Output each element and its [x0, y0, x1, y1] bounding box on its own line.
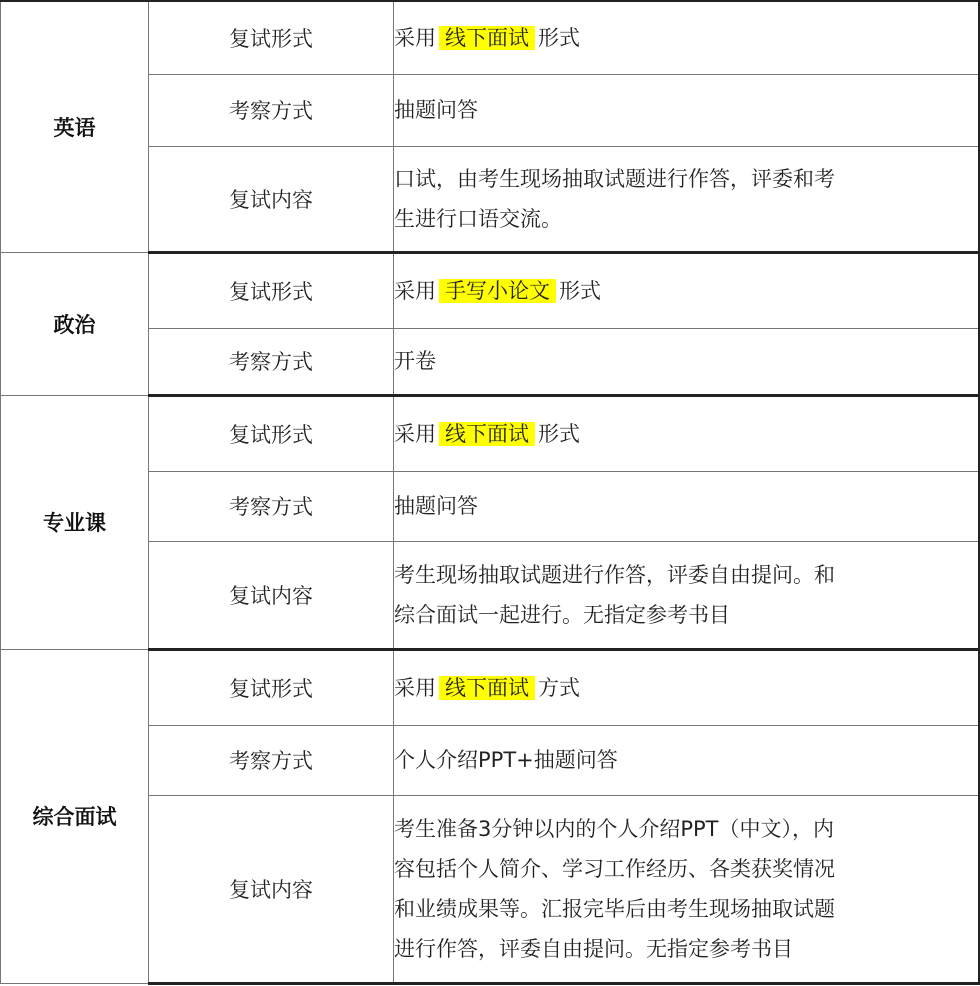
row-content [394, 1, 979, 74]
row-content: 考生现场抽取试题进行作答，评委自由提问。和 综合面试一起进行。无指定参考书目 [394, 541, 979, 649]
table-row [1, 395, 979, 471]
row-label: 复试形式 [149, 252, 394, 328]
highlighted-text: 线下面试 [439, 26, 535, 50]
row-label: 考察方式 [149, 328, 394, 395]
content-prefix: 采用 [394, 675, 436, 700]
row-content: 口试，由考生现场抽取试题进行作答，评委和考 生进行口语交流。 [394, 146, 979, 252]
content-suffix: 形式 [538, 421, 580, 446]
row-content: 个人介绍PPT+抽题问答 [394, 725, 979, 795]
row-content: 开卷 [394, 328, 979, 395]
table-row [1, 252, 979, 328]
row-content: 抽题问答 [394, 74, 979, 146]
content-suffix: 方式 [538, 675, 580, 700]
content-suffix: 形式 [559, 278, 601, 303]
row-label: 考察方式 [149, 725, 394, 795]
row-label: 复试内容 [149, 541, 394, 649]
highlighted-text: 手写小论文 [439, 279, 556, 303]
row-label: 复试形式 [149, 395, 394, 471]
table-row [1, 649, 979, 725]
row-label: 复试内容 [149, 795, 394, 983]
row-label: 复试形式 [149, 1, 394, 74]
content-prefix: 采用 [394, 421, 436, 446]
row-content [394, 649, 979, 725]
row-content [394, 252, 979, 328]
subject-cell: 综合面试 [1, 649, 149, 983]
subject-cell: 政治 [1, 252, 149, 395]
content-prefix: 采用 [394, 25, 436, 50]
row-content: 抽题问答 [394, 471, 979, 541]
content-prefix: 采用 [394, 278, 436, 303]
subject-cell: 英语 [1, 1, 149, 252]
highlighted-text: 线下面试 [439, 676, 535, 700]
row-content [394, 395, 979, 471]
row-label: 复试内容 [149, 146, 394, 252]
content-suffix: 形式 [538, 25, 580, 50]
row-label: 复试形式 [149, 649, 394, 725]
row-content: 考生准备3分钟以内的个人介绍PPT（中文），内 容包括个人简介、学习工作经历、各类获奖情况 和业绩成果等。汇报完毕后由考生现场抽取试题 进行作答，评委自由提问。无指定参考书目 [394, 795, 979, 983]
row-label: 考察方式 [149, 74, 394, 146]
highlighted-text: 线下面试 [439, 422, 535, 446]
table-row [1, 1, 979, 74]
row-label: 考察方式 [149, 471, 394, 541]
subject-cell: 专业课 [1, 395, 149, 649]
